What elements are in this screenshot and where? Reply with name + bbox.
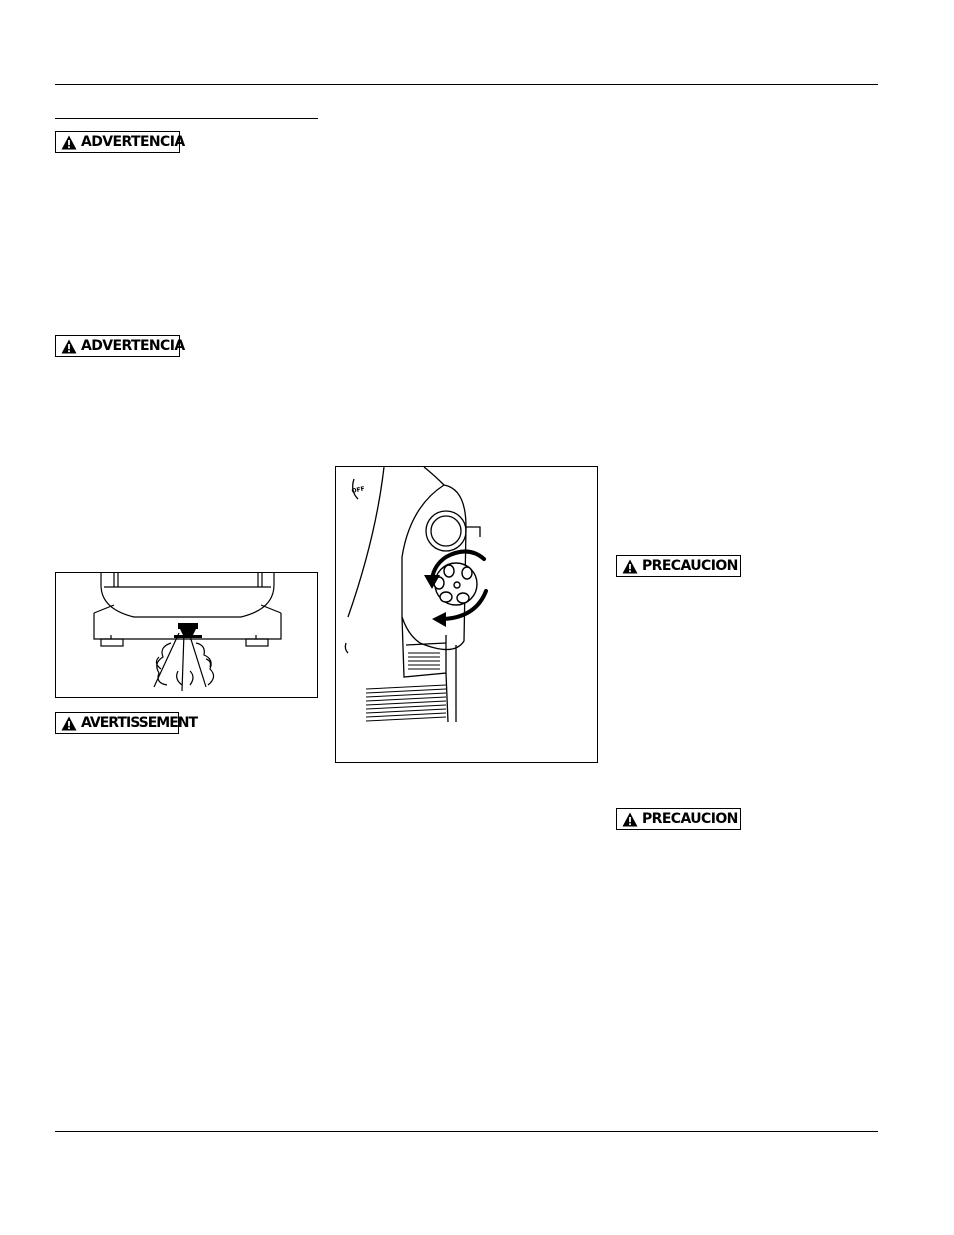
- warning-badge-advertencia-2: [55, 335, 185, 357]
- warning-triangle-icon: [61, 716, 77, 731]
- warning-badge-label: AVERTISSEMENT: [81, 715, 198, 731]
- warning-triangle-icon: [61, 135, 77, 150]
- warning-badge-advertencia-1: [55, 131, 185, 153]
- warning-triangle-icon: [622, 812, 638, 827]
- warning-badge-precaucion-2: [616, 808, 741, 830]
- warning-triangle-icon: [622, 559, 638, 574]
- warning-triangle-icon: [61, 339, 77, 354]
- figure-tank-drain-valve: [55, 572, 318, 698]
- tank-drain-illustration: [56, 573, 319, 699]
- footer-rule: [55, 1131, 878, 1132]
- warning-badge-label: ADVERTENCIA: [81, 134, 185, 150]
- column-heading-rule: [55, 118, 318, 119]
- header-rule: [55, 84, 878, 85]
- knob-off-label: OFF: [350, 485, 366, 495]
- figure-regulator-knob: [335, 466, 598, 763]
- warning-badge-label: ADVERTENCIA: [81, 338, 185, 354]
- warning-badge-label: PRECAUCION: [642, 558, 738, 574]
- warning-badge-label: PRECAUCION: [642, 811, 738, 827]
- regulator-knob-illustration: [336, 467, 599, 764]
- warning-badge-avertissement: [55, 712, 198, 734]
- warning-badge-precaucion-1: [616, 555, 741, 577]
